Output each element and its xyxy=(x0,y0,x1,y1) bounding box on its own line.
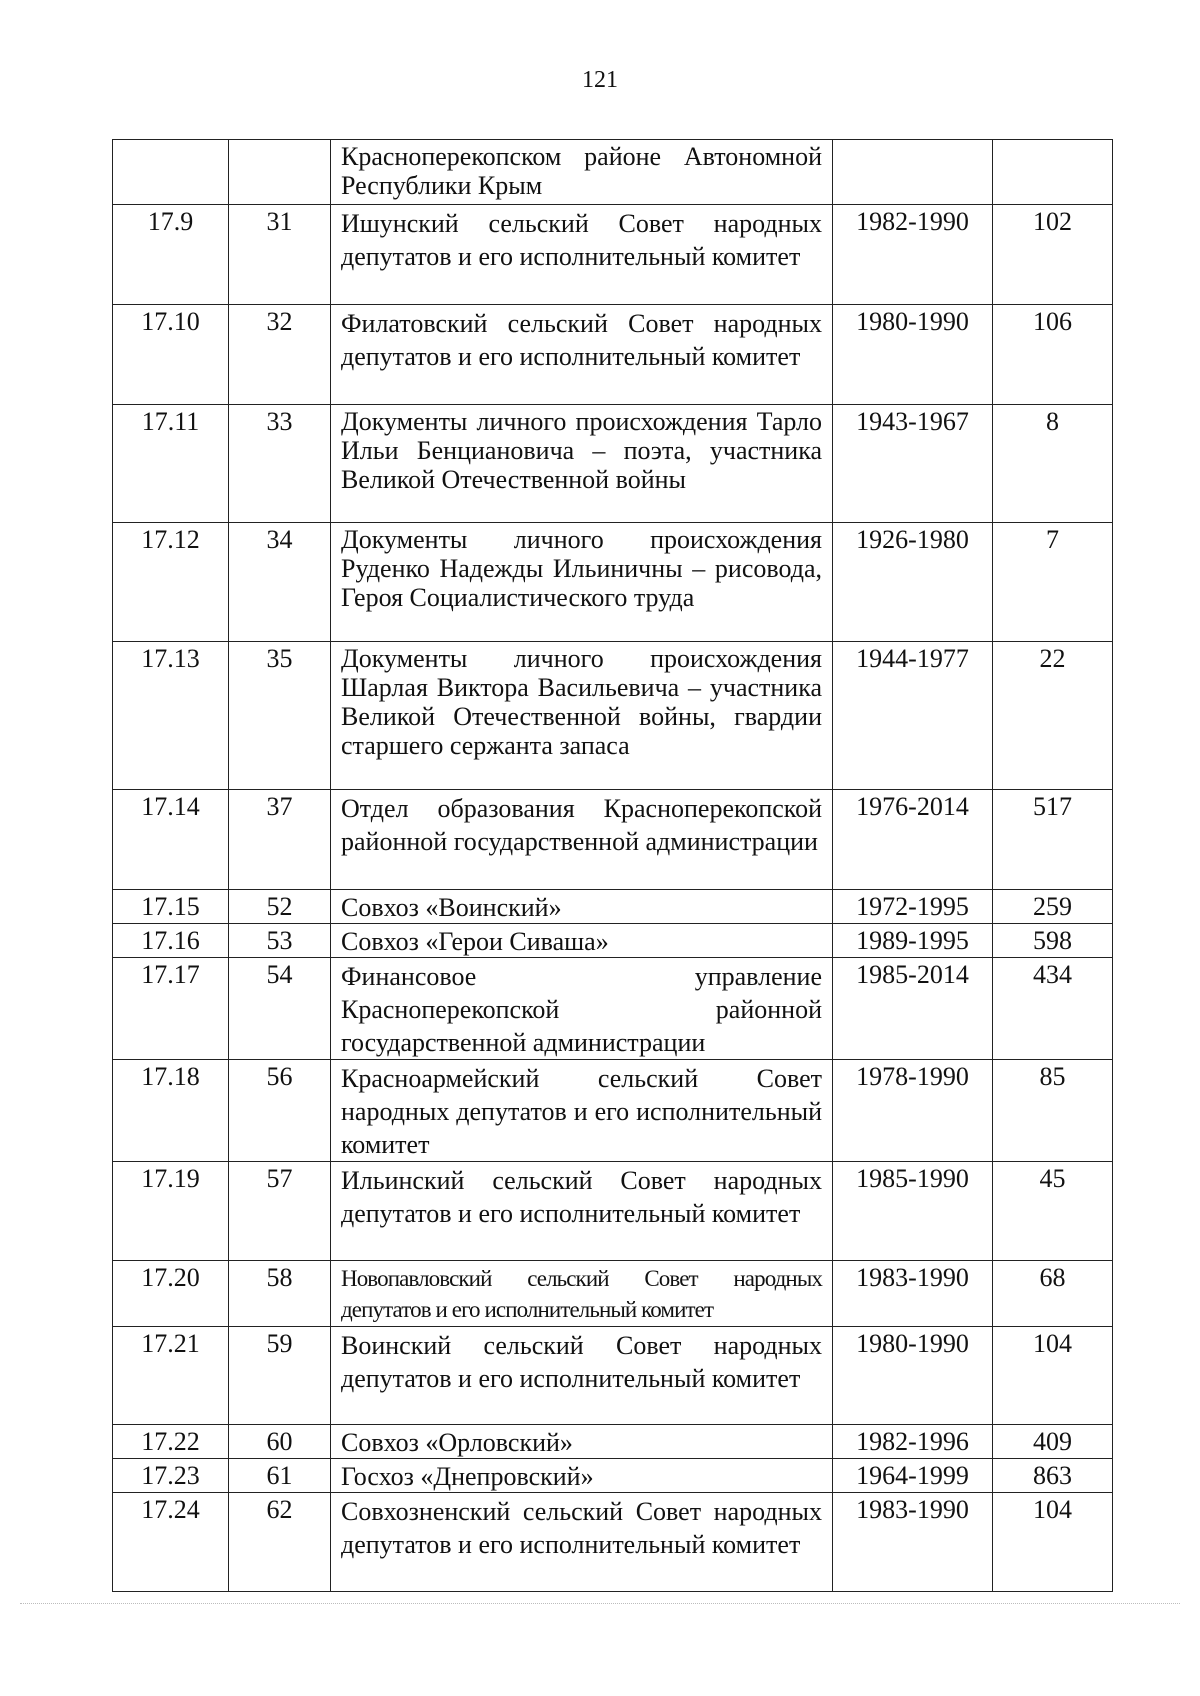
section-number-cell xyxy=(113,140,229,205)
section-number-cell: 17.9 xyxy=(113,205,229,305)
table-row xyxy=(113,642,1113,790)
fund-number-cell: 58 xyxy=(229,1261,331,1327)
file-count-cell: 434 xyxy=(993,958,1113,1060)
section-number-cell: 17.16 xyxy=(113,924,229,958)
file-count-cell: 7 xyxy=(993,523,1113,642)
file-count-cell: 598 xyxy=(993,924,1113,958)
section-number-cell: 17.23 xyxy=(113,1459,229,1493)
table-row xyxy=(113,890,1113,924)
fund-title-cell: Совхоз «Орловский» xyxy=(331,1425,833,1459)
file-count-cell: 409 xyxy=(993,1425,1113,1459)
fund-title-cell: Ишунский сельский Совет народных депутатов и его исполнительный комитет xyxy=(331,205,833,305)
fund-number-cell: 33 xyxy=(229,405,331,523)
years-cell: 1978-1990 xyxy=(833,1060,993,1162)
years-cell: 1944-1977 xyxy=(833,642,993,790)
table-row xyxy=(113,1261,1113,1327)
table-row xyxy=(113,405,1113,523)
section-number-cell: 17.21 xyxy=(113,1327,229,1425)
table-row xyxy=(113,924,1113,958)
file-count-cell: 68 xyxy=(993,1261,1113,1327)
fund-title-cell: Отдел образования Красноперекопской районной государственной администрации xyxy=(331,790,833,890)
archive-fund-table xyxy=(112,139,1113,1592)
fund-title-cell: Документы личного происхождения Шарлая Виктора Васильевича – участника Великой Отечественной войны, гвардии старшего сержанта запаса xyxy=(331,642,833,790)
table-row xyxy=(113,140,1113,205)
file-count-cell xyxy=(993,140,1113,205)
file-count-cell: 45 xyxy=(993,1162,1113,1261)
years-cell: 1926-1980 xyxy=(833,523,993,642)
fund-title-cell: Документы личного происхождения Тарло Ильи Бенциановича – поэта, участника Великой Отечественной войны xyxy=(331,405,833,523)
section-number-cell: 17.18 xyxy=(113,1060,229,1162)
file-count-cell: 259 xyxy=(993,890,1113,924)
years-cell: 1982-1996 xyxy=(833,1425,993,1459)
years-cell: 1943-1967 xyxy=(833,405,993,523)
file-count-cell: 102 xyxy=(993,205,1113,305)
years-cell: 1985-1990 xyxy=(833,1162,993,1261)
fund-number-cell: 60 xyxy=(229,1425,331,1459)
years-cell: 1972-1995 xyxy=(833,890,993,924)
years-cell: 1980-1990 xyxy=(833,1327,993,1425)
fund-title-cell: Финансовое управление Красноперекопской районной государственной администрации xyxy=(331,958,833,1060)
fund-number-cell: 53 xyxy=(229,924,331,958)
section-number-cell: 17.17 xyxy=(113,958,229,1060)
section-number-cell: 17.15 xyxy=(113,890,229,924)
fund-number-cell: 37 xyxy=(229,790,331,890)
fund-title-cell: Совхоз «Герои Сиваша» xyxy=(331,924,833,958)
table-row xyxy=(113,523,1113,642)
fund-title-cell: Документы личного происхождения Руденко Надежды Ильиничны – рисовода, Героя Социалистического труда xyxy=(331,523,833,642)
section-number-cell: 17.22 xyxy=(113,1425,229,1459)
fund-number-cell: 56 xyxy=(229,1060,331,1162)
file-count-cell: 8 xyxy=(993,405,1113,523)
section-number-cell: 17.19 xyxy=(113,1162,229,1261)
years-cell: 1964-1999 xyxy=(833,1459,993,1493)
years-cell xyxy=(833,140,993,205)
file-count-cell: 104 xyxy=(993,1493,1113,1592)
fund-number-cell: 57 xyxy=(229,1162,331,1261)
file-count-cell: 85 xyxy=(993,1060,1113,1162)
section-number-cell: 17.14 xyxy=(113,790,229,890)
table-row xyxy=(113,1162,1113,1261)
section-number-cell: 17.24 xyxy=(113,1493,229,1592)
table-row xyxy=(113,205,1113,305)
fund-title-cell: Воинский сельский Совет народных депутатов и его исполнительный комитет xyxy=(331,1327,833,1425)
fund-number-cell: 59 xyxy=(229,1327,331,1425)
fund-title-cell: Совхозненский сельский Совет народных депутатов и его исполнительный комитет xyxy=(331,1493,833,1592)
scan-artifact-line xyxy=(20,1603,1180,1604)
table-row xyxy=(113,958,1113,1060)
section-number-cell: 17.13 xyxy=(113,642,229,790)
fund-title-cell: Филатовский сельский Совет народных депутатов и его исполнительный комитет xyxy=(331,305,833,405)
fund-title-cell: Ильинский сельский Совет народных депутатов и его исполнительный комитет xyxy=(331,1162,833,1261)
file-count-cell: 863 xyxy=(993,1459,1113,1493)
years-cell: 1985-2014 xyxy=(833,958,993,1060)
fund-title-cell: Красноперекопском районе Автономной Республики Крым xyxy=(331,140,833,205)
fund-number-cell: 54 xyxy=(229,958,331,1060)
section-number-cell: 17.10 xyxy=(113,305,229,405)
table-row xyxy=(113,1493,1113,1592)
table-row xyxy=(113,1327,1113,1425)
table-row xyxy=(113,1425,1113,1459)
section-number-cell: 17.11 xyxy=(113,405,229,523)
years-cell: 1983-1990 xyxy=(833,1261,993,1327)
file-count-cell: 22 xyxy=(993,642,1113,790)
years-cell: 1980-1990 xyxy=(833,305,993,405)
years-cell: 1976-2014 xyxy=(833,790,993,890)
fund-title-cell: Госхоз «Днепровский» xyxy=(331,1459,833,1493)
section-number-cell: 17.12 xyxy=(113,523,229,642)
fund-number-cell: 34 xyxy=(229,523,331,642)
file-count-cell: 106 xyxy=(993,305,1113,405)
years-cell: 1982-1990 xyxy=(833,205,993,305)
file-count-cell: 517 xyxy=(993,790,1113,890)
section-number-cell: 17.20 xyxy=(113,1261,229,1327)
fund-title-cell: Красноармейский сельский Совет народных депутатов и его исполнительный комитет xyxy=(331,1060,833,1162)
fund-number-cell: 32 xyxy=(229,305,331,405)
fund-number-cell xyxy=(229,140,331,205)
fund-number-cell: 31 xyxy=(229,205,331,305)
years-cell: 1989-1995 xyxy=(833,924,993,958)
table-row xyxy=(113,790,1113,890)
fund-number-cell: 35 xyxy=(229,642,331,790)
table-row xyxy=(113,1060,1113,1162)
file-count-cell: 104 xyxy=(993,1327,1113,1425)
fund-title-cell: Совхоз «Воинский» xyxy=(331,890,833,924)
fund-number-cell: 52 xyxy=(229,890,331,924)
fund-title-cell: Новопавловский сельский Совет народных депутатов и его исполнительный комитет xyxy=(331,1261,833,1327)
fund-number-cell: 62 xyxy=(229,1493,331,1592)
page-number: 121 xyxy=(582,67,618,93)
table-row xyxy=(113,305,1113,405)
fund-number-cell: 61 xyxy=(229,1459,331,1493)
table-row xyxy=(113,1459,1113,1493)
years-cell: 1983-1990 xyxy=(833,1493,993,1592)
